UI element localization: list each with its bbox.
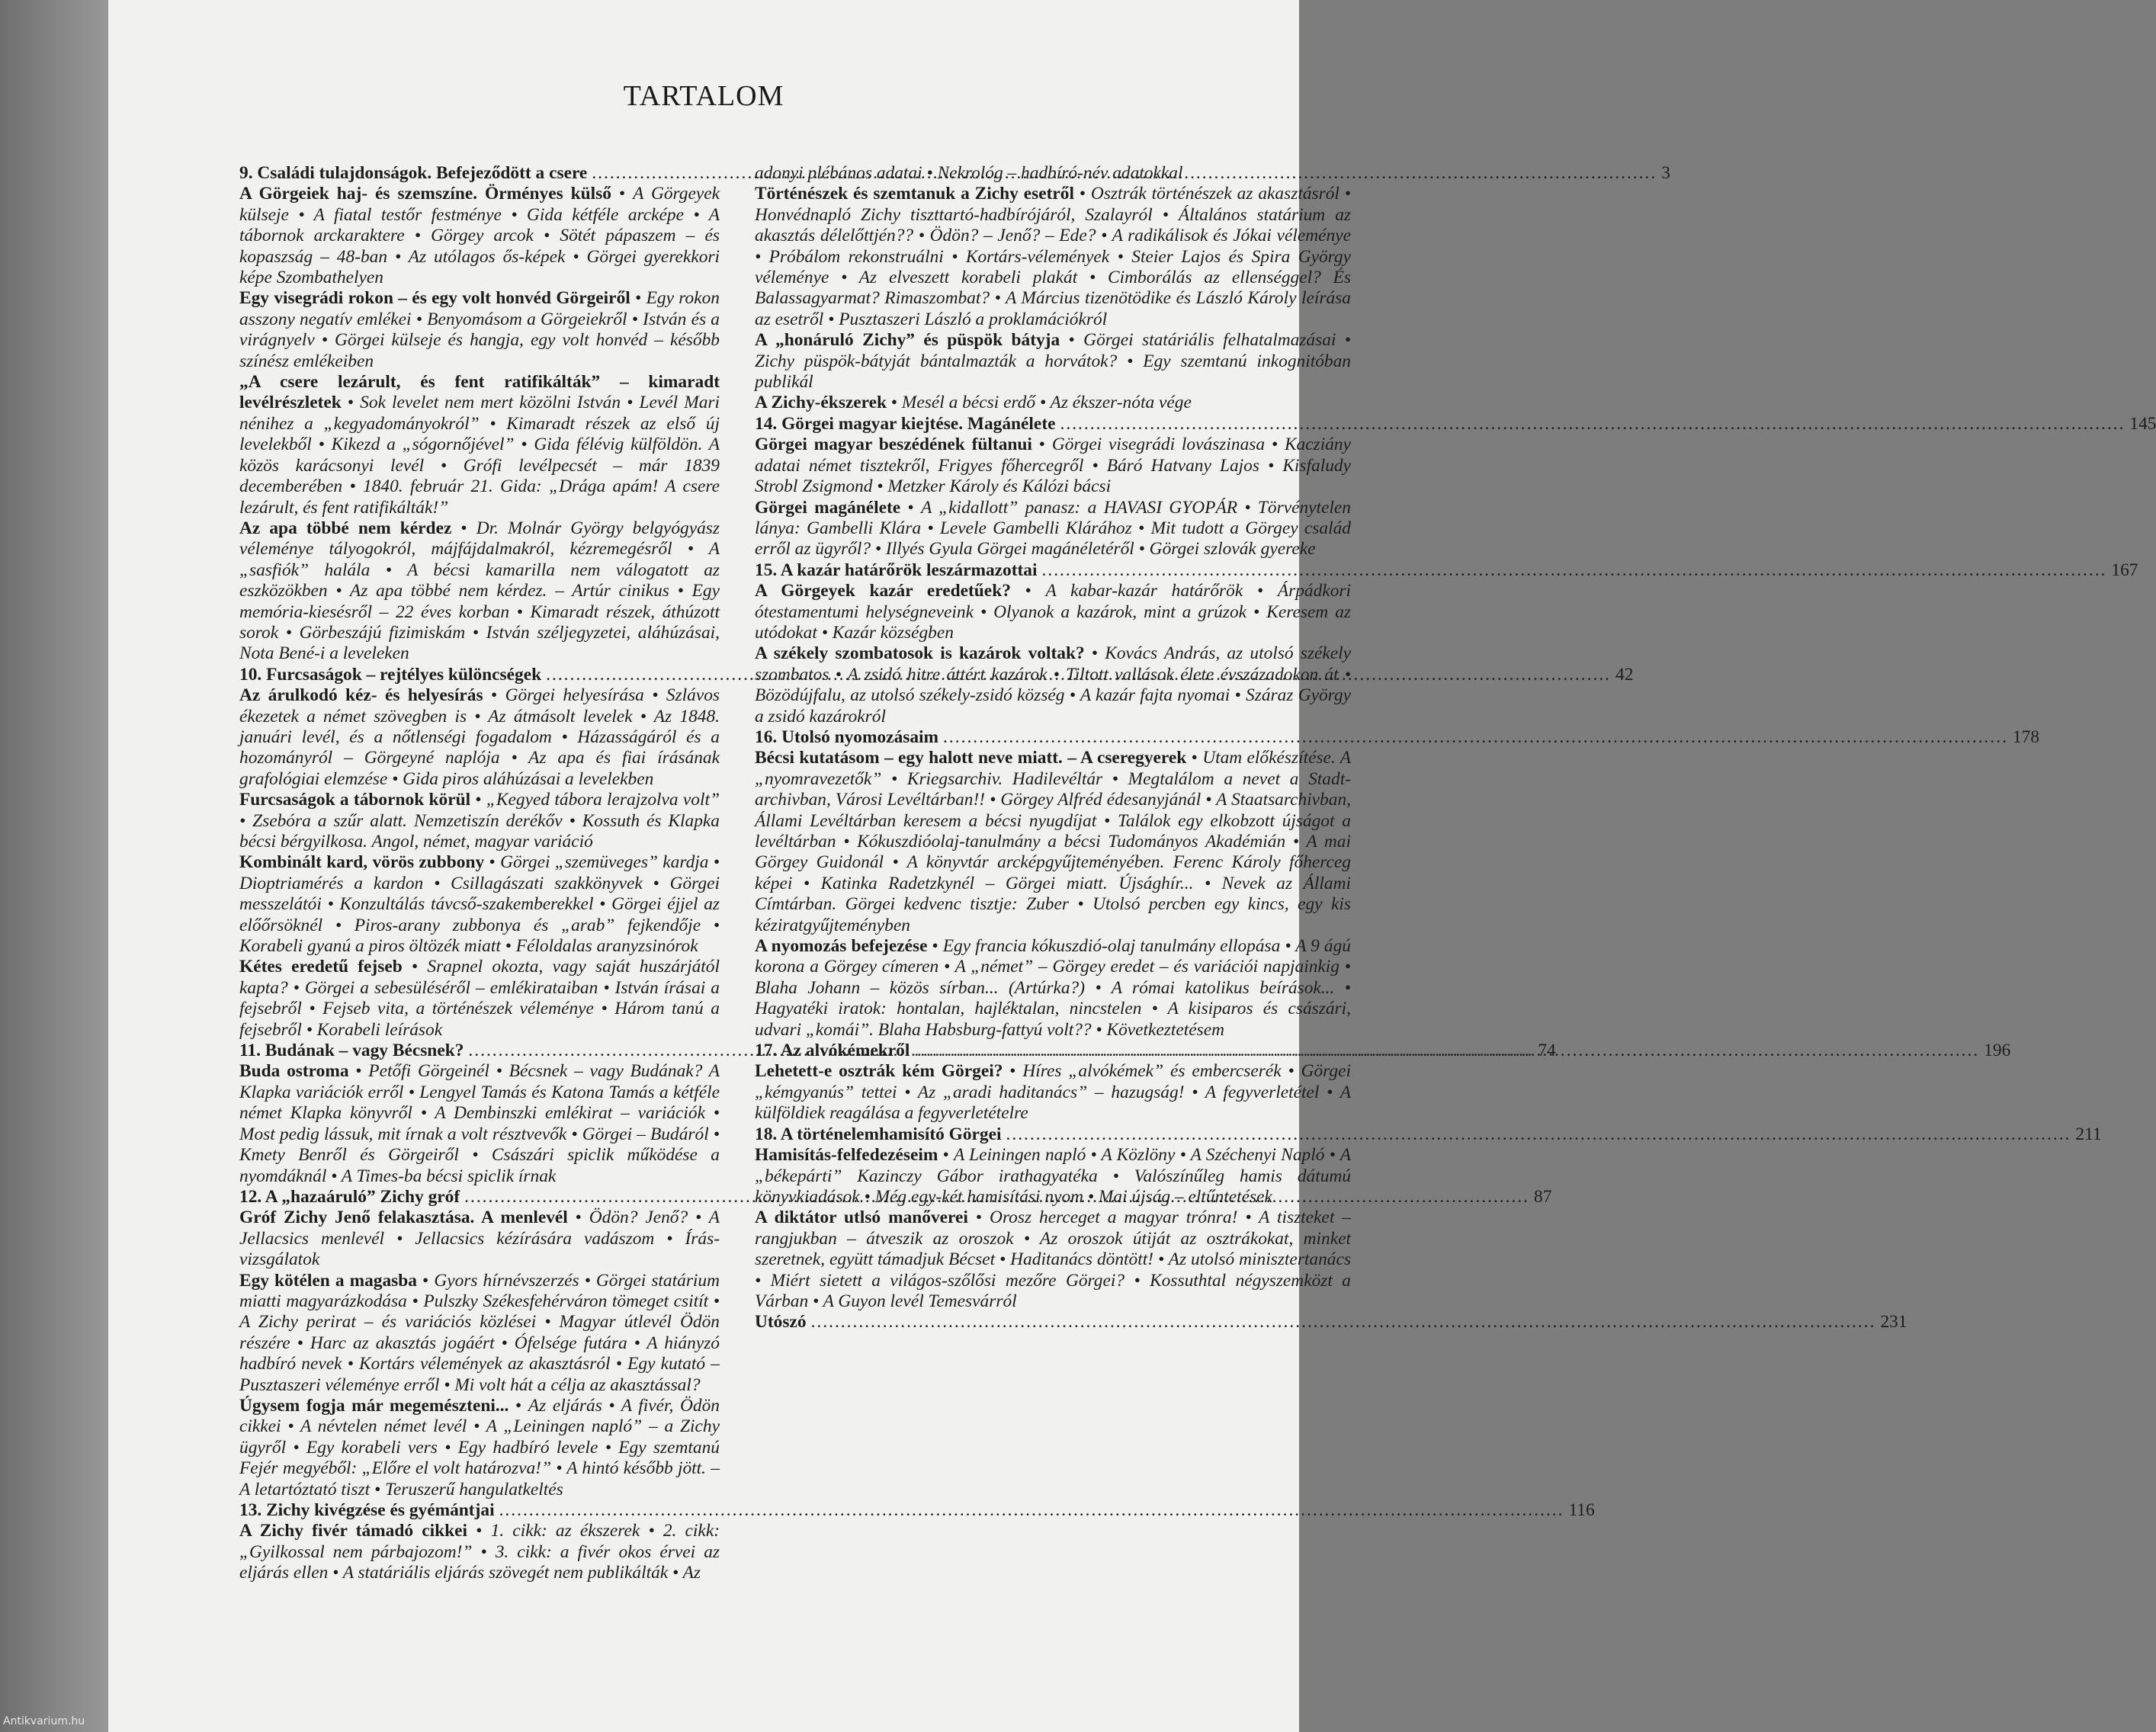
section-title: Lehetett-e osztrák kém Görgei?: [755, 1061, 1003, 1082]
section-title: Görgei magyar beszédének fültanui: [755, 435, 1032, 455]
section-contents: A Leiningen napló • A Közlöny • A Széchenyi Napló • A „békepárti” Kazinczy Gábor irathagyatéka • Valószínűleg hamis dátumú könyvkiadások • Még egy-két hamisítási nyom • Mai újság – eltűntetések: [755, 1145, 1351, 1207]
toc-chapter-entry: [755, 726, 2040, 748]
chapter-title: Utószó: [755, 1312, 807, 1333]
toc-section-entry: „A csere lezárult, és fent ratifikálták” – kimaradt levélrészletek • Sok levelet nem mert közölni István • Levél Mari nénihez a „kegyadományokról” • Kimaradt részek az első új levelekből • Kikezd a „sógornőjével” • Gida félévig külföldön. A közös karácsonyi levél • Grófi levélpecsét – már 1839 decemberében • 1840. február 21. Gida: „Drága apám! A csere lezárult, és fent ratifikálták!”: [239, 372, 720, 518]
section-contents: Dr. Molnár György belgyógyász véleménye tályogokról, májfájdalmakról, kézremegésről • A „sasfiók” halála • A bécsi kamarilla nem válogatott az eszközökben • Az apa többé nem kérdez. – Artúr cinikus • Egy memória-kiesésről – 22 éves korban • Kimaradt részek, áthúzott sorok • Görbeszájú fizimiskám • István széljegyzetei, aláhúzásai, Nota Bené-i a leveleken: [239, 518, 720, 664]
section-title: Buda ostroma: [239, 1061, 349, 1082]
toc-section-entry: Gróf Zichy Jenő felakasztása. A menlevél • Ödön? Jenő? • A Jellacsics menlevél • Jellacsics kézírására vadászom • Írás-vizsgálatok: [239, 1208, 720, 1270]
toc-section-entry: A székely szombatosok is kazárok voltak? • Kovács András, az utolsó székely szombatos • A zsidó hitre áttért kazárok • Tiltott vallások élete évszázadokon át • Bözödújfalu, az utolsó székely-zsidó község • A kazár fajta nyomai • Száraz György a zsidó kazárokról: [755, 643, 1351, 726]
section-title: „A csere lezárult, és fent ratifikálták” – kimaradt levélrészletek: [239, 372, 720, 413]
leader-dots: [943, 727, 2008, 748]
page-number: 116: [1568, 1500, 1595, 1520]
chapter-title: 11. Budának – vagy Bécsnek?: [239, 1041, 464, 1061]
chapter-title: 15. A kazár határőrök leszármazottai: [755, 560, 1038, 580]
toc-section-entry: Furcsaságok a tábornok körül • „Kegyed tábora lerajzolva volt” • Zsebóra a szűr alatt. Nemzetiszín derékőv • Kossuth és Klapka bécsi bérgyilkosa. Angol, német, magyar variáció: [239, 790, 720, 852]
toc-section-entry: A Zichy fivér támadó cikkei • 1. cikk: az ékszerek • 2. cikk: „Gyilkossal nem párbajozom!” • 3. cikk: a fivér okos érvei az eljárás ellen • A statáriális eljárás szövegét nem publikálták • Az: [239, 1521, 720, 1583]
leader-dots: [811, 1312, 1876, 1333]
toc-section-entry: Hamisítás-felfedezéseim • A Leiningen napló • A Közlöny • A Széchenyi Napló • A „békepárti” Kazinczy Gábor irathagyatéka • Valószínűleg hamis dátumú könyvkiadások • Még egy-két hamisítási nyom • Mai újság – eltűntetések: [755, 1145, 1351, 1207]
page-number: 87: [1534, 1186, 1552, 1207]
page-number: 211: [2075, 1124, 2102, 1144]
section-contents: Az eljárás • A fivér, Ödön cikkei • A névtelen német levél • A „Leiningen napló” – a Zichy ügyről • Egy korabeli vers • Egy hadbíró levele • Egy szemtanú Fejér megyéből: „Előre el volt határozva!” • A hintó később jött. – A letartóztató tiszt • Teruszerű hangulatkeltés: [239, 1395, 720, 1499]
page-number: 167: [2111, 560, 2138, 580]
section-title: Az árulkodó kéz- és helyesírás: [239, 685, 483, 706]
toc-section-entry: Görgei magyar beszédének fültanui • Görgei visegrádi lovászinasa • Kacziány adatai német tisztekről, Frigyes főhercegről • Báró Hatvany Lajos • Kisfaludy Strobl Zsigmond • Metzker Károly és Kálózi bácsi: [755, 435, 1352, 497]
toc-section-entry: A nyomozás befejezése • Egy francia kókuszdió-olaj tanulmány ellopása • A 9 ágú korona a Görgey címeren • A „német” – Görgey eredet – és variációi napjainkig • Blaha Johann – közös sírban... (Artúrka?) • A római katolikus beírások... • Hagyatéki iratok: hontalan, hajléktalan, nincstelen • A kisiparos és császári, udvari „komái”. Blaha Habsburg-fattyú volt?? • Következtetésem: [755, 936, 1351, 1040]
book-page: [108, 0, 2156, 1732]
section-title: A nyomozás befejezése: [755, 936, 928, 957]
toc-section-entry: A „honáruló Zichy” és püspök bátyja • Görgei statáriális felhatalmazásai • Zichy püspök-bátyját bántalmazták a horvátok? • Egy szemtanú inkognitóban publikál: [755, 330, 1351, 393]
chapter-title: 9. Családi tulajdonságok. Befejeződött a csere: [239, 163, 588, 183]
section-contents: adonyi plébános adatai • Nekrológ – hadbíró-név adatokkal: [755, 163, 1183, 183]
section-contents: Petőfi Görgeinél • Bécsnek – vagy Budának? A Klapka variációk erről • Lengyel Tamás és Katona Tamás a kétféle német Klapka könyvről • A Dembinszki emlékirat – variációk • Most pedig lássuk, mit írnak a volt résztvevők • Görgei – Budáról • Kmety Benről és Görgeiről • Császári spiclik működése a nyomdáknál • A Times-ba bécsi spiclik írnak: [239, 1061, 720, 1186]
section-title: A Görgeyek kazár eredetűek?: [755, 581, 1011, 601]
section-title: Hamisítás-felfedezéseim: [755, 1145, 938, 1166]
section-title: Egy visegrádi rokon – és egy volt honvéd Görgeiről: [239, 288, 630, 309]
toc-section-entry: Görgei magánélete • A „kidallott” panasz: a HAVASI GYOPÁR • Törvénytelen lánya: Gambelli Klára • Levele Gambelli Klárához • Mit tudott a Görgey család erről az ügyről? • Illyés Gyula Görgei magánéletéről • Görgei szlovák gyereke: [755, 497, 1351, 560]
page-number: 42: [1615, 664, 1634, 685]
toc-section-entry: Lehetett-e osztrák kém Görgei? • Híres „alvókémek” és embercserék • Görgei „kémgyanús” tettei • Az „aradi haditanács” – hazugság! • A fegyverletétel • A külföldiek reagálása a fegyverletételre: [755, 1061, 1351, 1124]
toc-chapter-entry: [239, 664, 1634, 685]
toc-section-entry: A Görgeyek kazár eredetűek? • A kabar-kazár határőrök • Árpádkori ótestamentumi helységneveink • Olyanok a kazárok, mint a grúzok • Keresem az utódokat • Kazár községben: [755, 581, 1351, 643]
toc-section-entry: Történészek és szemtanuk a Zichy esetről • Osztrák történészek az akasztásról • Honvédnapló Zichy tiszttartó-hadbírójáról, Szalayról • Általános statárium az akasztás délelőttjén?? • Ödön? – Jenő? – Ede? • A radikálisok és Jókai véleménye • Próbálom rekonstruálni • Kortárs-vélemények • Steier Lajos és Spira György véleménye • Az elveszett korabeli plakát • Cimborálás az ellenséggel? És Balassagyarmat? Rimaszombat? • A Március tizenötödike és László Károly leírása az esetről • Pusztaszeri László a proklamációkról: [755, 184, 1351, 329]
section-title: Kombinált kard, vörös zubbony: [239, 852, 485, 873]
section-contents: A „kidallott” panasz: a HAVASI GYOPÁR • Törvénytelen lánya: Gambelli Klára • Levele Gambelli Klárához • Mit tudott a Görgey család erről az ügyről? • Illyés Gyula Görgei magánéletéről • Görgei szlovák gyereke: [755, 497, 1351, 560]
section-contents: Mesél a bécsi erdő • Az ékszer-nóta vége: [901, 393, 1192, 413]
section-title: Úgysem fogja már megemészteni...: [239, 1395, 509, 1416]
section-title: Bécsi kutatásom – egy halott neve miatt. – A cseregyerek: [755, 748, 1187, 768]
page-number: 145: [2129, 413, 2156, 434]
section-contents: Görgei helyesírása • Szlávos ékezetek a német szövegben is • Az átmásolt levelek • Az 1848. januári levél, és a nőtlenségi fogadalom • Házasságáról és a hozományról – Görgeyné naplója • Az apa és fiai írásának grafológiai elemzése • Gida piros aláhúzásai a levelekben: [239, 685, 720, 789]
toc-section-entry: Egy kötélen a magasba • Gyors hírnévszerzés • Görgei statárium miatti magyarázkodása • Pulszky Székesfehérváron tömeget csitít • A Zichy perirat – és variációs közlései • Magyar útlevél Ödön részére • Harc az akasztás jogáért • Ófelsége futára • A hiányzó hadbíró nevek • Kortárs vélemények az akasztásról • Egy kutató – Pusztaszeri véleménye erről • Mi volt hát a célja az akasztással?: [239, 1270, 720, 1395]
leader-dots: [1060, 414, 2126, 435]
scan-background: [0, 0, 114, 1732]
leader-dots: [914, 1041, 1979, 1061]
section-contents: 1. cikk: az ékszerek • 2. cikk: „Gyilkossal nem párbajozom!” • 3. cikk: a fivér okos érvei az eljárás ellen • A statáriális eljárás szövegét nem publikálták • Az: [239, 1521, 720, 1583]
section-contents: Híres „alvókémek” és embercserék • Görgei „kémgyanús” tettei • Az „aradi haditanács” – hazugság! • A fegyverletétel • A külföldiek reagálása a fegyverletételre: [755, 1061, 1351, 1124]
section-title: Történészek és szemtanuk a Zichy esetről: [755, 184, 1074, 204]
leader-dots: [499, 1500, 1564, 1521]
toc-chapter-entry: [755, 1312, 1907, 1333]
leader-dots: [1006, 1124, 2071, 1145]
section-contents: Osztrák történészek az akasztásról • Honvédnapló Zichy tiszttartó-hadbírójáról, Szalayról • Általános statárium az akasztás délelőttjén?? • Ödön? – Jenő? – Ede? • A radikálisok és Jókai véleménye • Próbálom rekonstruálni • Kortárs-vélemények • Steier Lajos és Spira György véleménye • Az elveszett korabeli plakát • Cimborálás az ellenséggel? És Balassagyarmat? Rimaszombat? • A Március tizenötödike és László Károly leírása az esetről • Pusztaszeri László a proklamációkról: [755, 184, 1351, 329]
chapter-title: 16. Utolsó nyomozásaim: [755, 726, 939, 747]
chapter-title: 12. A „hazaáruló” Zichy gróf: [239, 1186, 460, 1207]
section-title: Furcsaságok a tábornok körül: [239, 790, 471, 810]
chapter-title: 18. A történelemhamisító Görgei: [755, 1124, 1002, 1144]
section-contents: Görgei visegrádi lovászinasa • Kacziány adatai német tisztekről, Frigyes főhercegről • Báró Hatvany Lajos • Kisfaludy Strobl Zsigmond • Metzker Károly és Kálózi bácsi: [755, 435, 1352, 497]
section-title: Görgei magánélete: [755, 497, 901, 518]
section-title: A székely szombatosok is kazárok voltak?: [755, 643, 1085, 664]
page-number: 196: [1984, 1041, 2011, 1061]
toc-section-entry: Kétes eredetű fejseb • Srapnel okozta, vagy saját huszárjától kapta? • Görgei a sebesüléséről – emlékirataiban • István írásai a fejsebről • Fejseb vita, a történészek véleménye • Három tanú a fejsebről • Korabeli leírások: [239, 957, 720, 1040]
toc-chapter-entry: [239, 1500, 1595, 1521]
section-contents: Egy francia kókuszdió-olaj tanulmány ellopása • A 9 ágú korona a Görgey címeren • A „német” – Görgey eredet – és variációi napjainkig • Blaha Johann – közös sírban... (Artúrka?) • A római katolikus beírások... • Hagyatéki iratok: hontalan, hajléktalan, nincstelen • A kisiparos és császári, udvari „komái”. Blaha Habsburg-fattyú volt?? • Következtetésem: [755, 936, 1351, 1040]
toc-chapter-entry: [755, 1124, 2102, 1145]
toc-section-entry: Kombinált kard, vörös zubbony • Görgei „szemüveges” kardja • Dioptriamérés a kardon • Csillagászati szakkönyvek • Görgei messzelátói • Konzultálás távcső-szakemberekkel • Görgei éjjel az előőrsöknél • Piros-arany zubbonya és „arab” fejkendője • Korabeli gyanú a piros öltözék miatt • Féloldalas aranyzsinórok: [239, 852, 720, 957]
section-contents: Kovács András, az utolsó székely szombatos • A zsidó hitre áttért kazárok • Tiltott vallások élete évszázadokon át • Bözödújfalu, az utolsó székely-zsidó község • A kazár fajta nyomai • Száraz György a zsidó kazárokról: [755, 643, 1351, 726]
section-title: A Zichy-ékszerek: [755, 393, 887, 413]
section-title: Gróf Zichy Jenő felakasztása. A menlevél: [239, 1208, 568, 1228]
section-title: Az apa többé nem kérdez: [239, 518, 452, 538]
section-contents: Görgei statáriális felhatalmazásai • Zichy püspök-bátyját bántalmazták a horvátok? • Egy szemtanú inkognitóban publikál: [755, 330, 1351, 393]
section-contents: Görgei „szemüveges” kardja • Dioptriamérés a kardon • Csillagászati szakkönyvek • Görgei messzelátói • Konzultálás távcső-szakemberekkel • Görgei éjjel az előőrsöknél • Piros-arany zubbonya és „arab” fejkendője • Korabeli gyanú a piros öltözék miatt • Féloldalas aranyzsinórok: [239, 852, 720, 957]
section-contents: „Kegyed tábora lerajzolva volt” • Zsebóra a szűr alatt. Nemzetiszín derékőv • Kossuth és Klapka bécsi bérgyilkosa. Angol, német, magyar variáció: [239, 790, 720, 852]
section-contents: A kabar-kazár határőrök • Árpádkori ótestamentumi helységneveink • Olyanok a kazárok, mint a grúzok • Keresem az utódokat • Kazár községben: [755, 581, 1351, 643]
section-contents: Utam előkészítése. A „nyomravezetők” • Kriegsarchiv. Hadilevéltár • Megtalálom a nevet a Stadt-archivban, Városi Levéltárban!! • Görgey Alfréd édesanyjánál • A Staatsarchivban, Állami Levéltárban keresem a bécsi nyugdíjat • Találok egy elkobzott újságot a levéltárban • Kókuszdióolaj-tanulmány a bécsi Tudományos Akadémián • A mai Görgey Guidonál • A könyvtár arcképgyűjteményében. Ferenc Károly főherceg képei • Katinka Radetzkynél – Görgei miatt. Újsághír... • Nevek az Állami Címtárban. Görgei kedvenc tisztje: Zuber • Utolsó percben egy kincs, egy kis kéziratgyűjteményben: [755, 748, 1351, 935]
section-contents: A Görgeyek külseje • A fiatal testőr festménye • Gida kétféle arcképe • A tábornok arckaraktere • Görgey arcok • Sötét pápaszem – és kopaszság – 48-ban • Az utólagos ős-képek • Görgei gyerekkori képe Szombathelyen: [239, 184, 720, 288]
page-number: 3: [1661, 163, 1670, 183]
toc-section-entry: Egy visegrádi rokon – és egy volt honvéd Görgeiről • Egy rokon asszony negatív emlékei • Benyomásom a Görgeiekről • István és a virágnyelv • Görgei külseje és hangja, egy volt honvéd – később színész emlékeiben: [239, 288, 720, 371]
toc-section-entry: A diktátor utlsó manőverei • Orosz herceget a magyar trónra! • A tiszteket – rangjukban – átveszik az oroszok • Az oroszok útiját az osztrákokat, minket szeretnek, együtt támadjuk Bécset • Haditanács döntött! • Az utolsó minisztertanács • Miért sietett a világos-szőlősi mezőre Görgei? • Kossuthtal négyszemközt a Várban • A Guyon levél Temesvárról: [755, 1208, 1351, 1311]
toc-chapter-entry: [755, 413, 2156, 435]
toc-section-entry: Az apa többé nem kérdez • Dr. Molnár György belgyógyász véleménye tályogokról, májfájdalmakról, kézremegésről • A „sasfiók” halála • A bécsi kamarilla nem válogatott az eszközökben • Az apa többé nem kérdez. – Artúr cinikus • Egy memória-kiesésről – 22 éves korban • Kimaradt részek, áthúzott sorok • Görbeszájú fizimiskám • István széljegyzetei, aláhúzásai, Nota Bené-i a leveleken: [239, 518, 720, 664]
section-contents: Ödön? Jenő? • A Jellacsics menlevél • Jellacsics kézírására vadászom • Írás-vizsgálatok: [239, 1208, 720, 1270]
section-title: A Görgeiek haj- és szemszíne. Örményes külső: [239, 184, 611, 204]
page-number: 178: [2012, 726, 2040, 747]
section-contents: Srapnel okozta, vagy saját huszárjától kapta? • Görgei a sebesüléséről – emlékirataiban • István írásai a fejsebről • Fejseb vita, a történészek véleménye • Három tanú a fejsebről • Korabeli leírások: [239, 957, 720, 1040]
chapter-title: 10. Furcsaságok – rejtélyes különcségek: [239, 664, 542, 685]
watermark-credit: Antikvarium.hu: [3, 1715, 85, 1727]
section-title: Egy kötélen a magasba: [239, 1270, 417, 1291]
toc-section-entry: Bécsi kutatásom – egy halott neve miatt. – A cseregyerek • Utam előkészítése. A „nyomravezetők” • Kriegsarchiv. Hadilevéltár • Megtalálom a nevet a Stadt-archivban, Városi Levéltárban!! • Görgey Alfréd édesanyjánál • A Staatsarchivban, Állami Levéltárban keresem a bécsi nyugdíjat • Találok egy elkobzott újságot a levéltárban • Kókuszdióolaj-tanulmány a bécsi Tudományos Akadémián • A mai Görgey Guidonál • A könyvtár arcképgyűjteményében. Ferenc Károly főherceg képei • Katinka Radetzkynél – Görgei miatt. Újsághír... • Nevek az Állami Címtárban. Görgei kedvenc tisztje: Zuber • Utolsó percben egy kincs, egy kis kéziratgyűjteményben: [755, 748, 1351, 935]
section-contents: Gyors hírnévszerzés • Görgei statárium miatti magyarázkodása • Pulszky Székesfehérváron tömeget csitít • A Zichy perirat – és variációs közlései • Magyar útlevél Ödön részére • Harc az akasztás jogáért • Ófelsége futára • A hiányzó hadbíró nevek • Kortárs vélemények az akasztásról • Egy kutató – Pusztaszeri véleménye erről • Mi volt hát a célja az akasztással?: [239, 1270, 720, 1395]
toc-section-entry: A Görgeiek haj- és szemszíne. Örményes külső • A Görgeyek külseje • A fiatal testőr festménye • Gida kétféle arcképe • A tábornok arckaraktere • Görgey arcok • Sötét pápaszem – és kopaszság – 48-ban • Az utólagos ős-képek • Görgei gyerekkori képe Szombathelyen: [239, 184, 720, 288]
toc-continuation: [755, 163, 1351, 184]
leader-dots: [1042, 560, 2107, 581]
section-title: A Zichy fivér támadó cikkei: [239, 1521, 468, 1541]
section-title: A diktátor utlsó manőverei: [755, 1208, 968, 1228]
toc-section-entry: Úgysem fogja már megemészteni... • Az eljárás • A fivér, Ödön cikkei • A névtelen német levél • A „Leiningen napló” – a Zichy ügyről • Egy korabeli vers • Egy hadbíró levele • Egy szemtanú Fejér megyéből: „Előre el volt határozva!” • A hintó később jött. – A letartóztató tiszt • Teruszerű hangulatkeltés: [239, 1395, 720, 1499]
section-title: A „honáruló Zichy” és püspök bátyja: [755, 330, 1060, 351]
section-contents: Sok levelet nem mert közölni István • Levél Mari nénihez a „kegyadományokról” • Kimaradt részek az első új levelekből • Kikezd a „sógornőjével” • Gida félévig külföldön. A közös karácsonyi levél • Grófi levélpecsét – már 1839 decemberében • 1840. február 21. Gida: „Drága apám! A csere lezárult, és fent ratifikálták!”: [239, 393, 720, 518]
page-number: 74: [1538, 1041, 1556, 1061]
toc-chapter-entry: [755, 560, 2138, 581]
chapter-title: 13. Zichy kivégzése és gyémántjai: [239, 1500, 495, 1520]
page-title: TARTALOM: [623, 80, 784, 112]
section-contents: Orosz herceget a magyar trónra! • A tiszteket – rangjukban – átveszik az oroszok • Az oroszok útiját az osztrákokat, minket szeretnek, együtt támadjuk Bécset • Haditanács döntött! • Az utolsó minisztertanács • Miért sietett a világos-szőlősi mezőre Görgei? • Kossuthtal négyszemközt a Várban • A Guyon levél Temesvárról: [755, 1208, 1351, 1311]
toc-section-entry: Buda ostroma • Petőfi Görgeinél • Bécsnek – vagy Budának? A Klapka variációk erről • Lengyel Tamás és Katona Tamás a kétféle német Klapka könyvről • A Dembinszki emlékirat – variációk • Most pedig lássuk, mit írnak a volt résztvevők • Görgei – Budáról • Kmety Benről és Görgeiről • Császári spiclik működése a nyomdáknál • A Times-ba bécsi spiclik írnak: [239, 1061, 720, 1186]
page-number: 231: [1880, 1312, 1907, 1333]
chapter-title: 14. Görgei magyar kiejtése. Magánélete: [755, 413, 1056, 434]
toc-section-entry: Az árulkodó kéz- és helyesírás • Görgei helyesírása • Szlávos ékezetek a német szövegben is • Az átmásolt levelek • Az 1848. januári levél, és a nőtlenségi fogadalom • Házasságáról és a hozományról – Görgeyné naplója • Az apa és fiai írásának grafológiai elemzése • Gida piros aláhúzásai a levelekben: [239, 685, 720, 789]
section-title: Kétes eredetű fejseb: [239, 957, 403, 977]
chapter-title: 17. Az alvókémekről: [755, 1041, 910, 1061]
toc-section-entry: A Zichy-ékszerek • Mesél a bécsi erdő • Az ékszer-nóta vége: [755, 393, 1192, 413]
section-contents: Egy rokon asszony negatív emlékei • Benyomásom a Görgeiekről • István és a virágnyelv • Görgei külseje és hangja, egy volt honvéd – később színész emlékeiben: [239, 288, 720, 371]
toc-chapter-entry: [239, 1186, 1552, 1208]
